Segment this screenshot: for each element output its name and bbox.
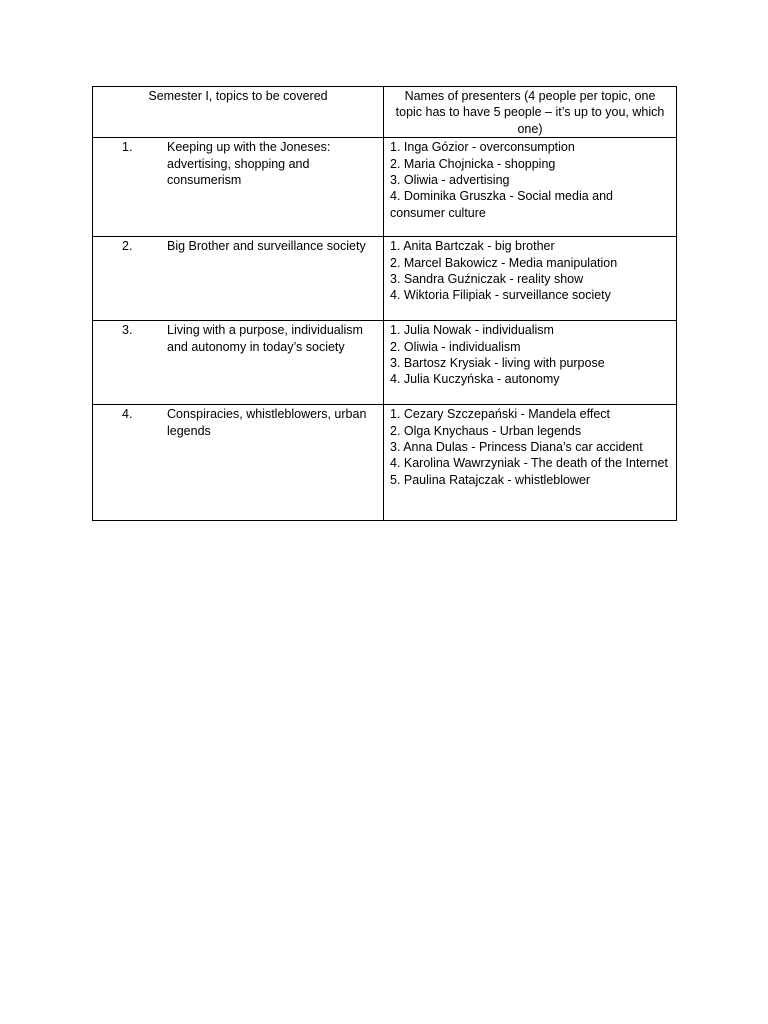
topic-number: 4. [122, 407, 133, 422]
table-header-row [93, 87, 677, 138]
presenters-cell [384, 405, 677, 521]
presenter-entry: 2. Marcel Bakowicz - Media manipulation [390, 255, 618, 270]
topic-cell [93, 405, 384, 521]
presenters-cell [384, 138, 677, 237]
topic-cell [93, 321, 384, 405]
presenter-entry: 2. Oliwia - individualism [390, 339, 521, 354]
presenters-cell [384, 321, 677, 405]
presenter-entry: 3. Bartosz Krysiak - living with purpose [390, 356, 605, 371]
presenter-entry: 4. Dominika Gruszka - Social media and consumer culture [390, 189, 614, 220]
presenter-entry: 4. Julia Kuczyńska - autonomy [390, 372, 560, 387]
topic-cell [93, 237, 384, 321]
presenter-entry: 5. Paulina Ratajczak - whistleblower [390, 472, 591, 487]
table-row [93, 138, 677, 237]
table-row [93, 405, 677, 521]
topic-number: 1. [122, 140, 133, 155]
topics-table [92, 86, 677, 521]
table-row [93, 321, 677, 405]
presenter-entry: 1. Julia Nowak - individualism [390, 323, 554, 338]
topic-title: Conspiracies, whistleblowers, urban legends [167, 407, 367, 438]
presenter-entry: 4. Wiktoria Filipiak - surveillance society [390, 288, 611, 303]
header-topics-cell: Semester I, topics to be covered [93, 87, 384, 138]
topic-number: 3. [122, 323, 133, 338]
presenter-entry: 4. Karolina Wawrzyniak - The death of the Internet [390, 456, 668, 471]
presenter-entry: 1. Inga Gózior - overconsumption [390, 140, 575, 155]
topic-number: 2. [122, 239, 133, 254]
presenter-entry: 3. Sandra Guźniczak - reality show [390, 272, 584, 287]
topic-title: Big Brother and surveillance society [167, 239, 366, 254]
presenter-entry: 1. Anita Bartczak - big brother [390, 239, 555, 254]
topic-title: Keeping up with the Joneses: advertising, shopping and consumerism [167, 140, 331, 188]
presenter-entry: 2. Maria Chojnicka - shopping [390, 156, 556, 171]
presenter-entry: 3. Oliwia - advertising [390, 173, 510, 188]
presenter-entry: 1. Cezary Szczepański - Mandela effect [390, 407, 611, 422]
presenter-entry: 2. Olga Knychaus - Urban legends [390, 423, 582, 438]
topic-cell [93, 138, 384, 237]
presenters-cell [384, 237, 677, 321]
topic-title: Living with a purpose, individualism and autonomy in today’s society [167, 323, 363, 354]
header-presenters-cell: Names of presenters (4 people per topic, one topic has to have 5 people – it’s up to you, which one) [384, 87, 677, 138]
presenter-entry: 3. Anna Dulas - Princess Diana’s car accident [390, 440, 643, 455]
table-row [93, 237, 677, 321]
